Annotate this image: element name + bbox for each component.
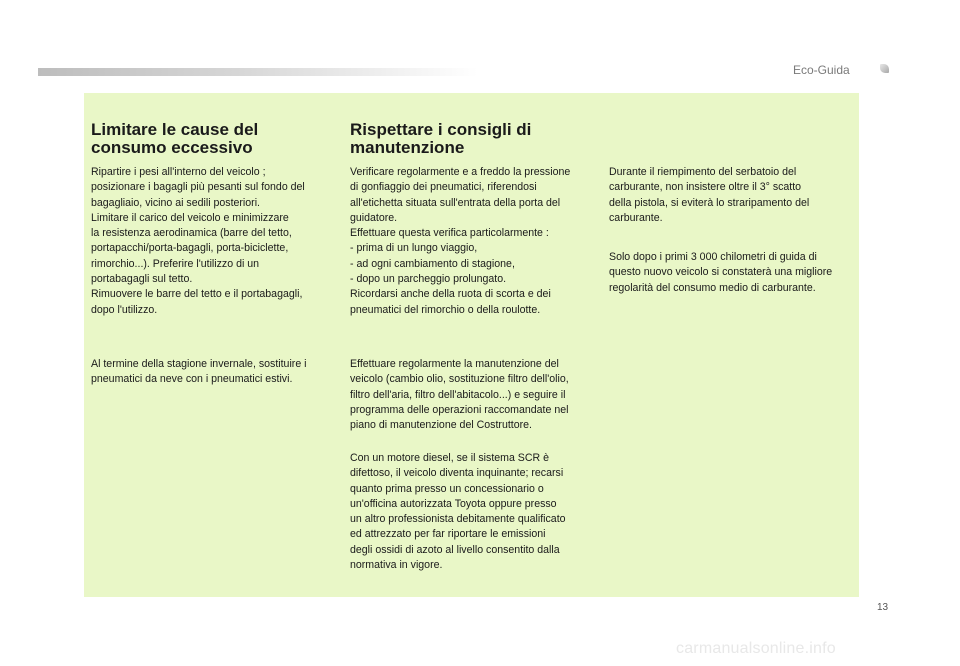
column-left-heading-block [91,121,329,157]
column-middle-paragraph-3 [350,451,595,573]
header-decorative-rule [38,68,478,76]
column-middle-heading-block [350,121,595,157]
paragraph-load-distribution: Ripartire i pesi all'interno del veicolo ; posizionare i bagagli più pesanti sul fondo del bagagliaio, vicino ai sedili posteriori. Limitare il carico del veicolo e minimizzare la resistenza aerodinamica (barre del tetto, portapacchi/porta-bagagli, porta-biciclette, rimorchio...). Preferire l'utilizzo di un portabagagli sul tetto. Rimuovere le barre del tetto e il portabagagli, dopo l'utilizzo. [91,166,305,316]
corner-leaf-icon [880,64,889,73]
column-right-paragraph-1 [609,165,854,226]
page-number: 13 [877,602,889,613]
heading-excess-consumption: Limitare le cause del consumo eccessivo [91,120,259,157]
column-middle-paragraph-1 [350,165,595,318]
heading-maintenance: Rispettare i consigli di manutenzione [350,120,532,157]
column-middle-paragraph-2 [350,357,595,433]
watermark: carmanualsonline.info [676,640,836,657]
paragraph-refuelling: Durante il riempimento del serbatoio del carburante, non insistere oltre il 3° scatto della pistola, si eviterà lo straripamento del carburante. [609,166,810,224]
column-right-paragraph-2 [609,250,854,296]
column-left-paragraph-2 [91,357,329,388]
paragraph-tyre-pressure: Verificare regolarmente e a freddo la pressione di gonfiaggio dei pneumatici, riferendosi all'etichetta situata sull'entrata della porta del guidatore. Effettuare questa verifica particolarmente : - prima di un lungo viaggio, - ad ogni cambiamento di stagione, - dopo un parcheggio prolungato. Ricordarsi anche della ruota di scorta e dei pneumatici del rimorchio o della roulotte. [350,166,571,316]
paragraph-scr-diesel: Con un motore diesel, se il sistema SCR è difettoso, il veicolo diventa inquinante; recarsi quanto prima presso un concessionario o un'officina autorizzata Toyota oppure presso un altro professionista debitamente qualificato ed attrezzato per far riportare le emissioni degli ossidi di azoto al livello consentito dalla normativa in vigore. [350,452,566,572]
section-title: Eco-Guida [793,63,850,77]
column-left-paragraph-1 [91,165,329,318]
paragraph-winter-tyres: Al termine della stagione invernale, sostituire i pneumatici da neve con i pneumatici estivi. [91,358,307,386]
paragraph-first-3000-km: Solo dopo i primi 3 000 chilometri di guida di questo nuovo veicolo si constaterà una migliore regolarità del consumo medio di carburante. [609,251,833,294]
paragraph-regular-maintenance: Effettuare regolarmente la manutenzione del veicolo (cambio olio, sostituzione filtro dell'olio, filtro dell'aria, filtro dell'abitacolo...) e seguire il programma delle operazioni raccomandate nel piano di manutenzione del Costruttore. [350,358,569,432]
